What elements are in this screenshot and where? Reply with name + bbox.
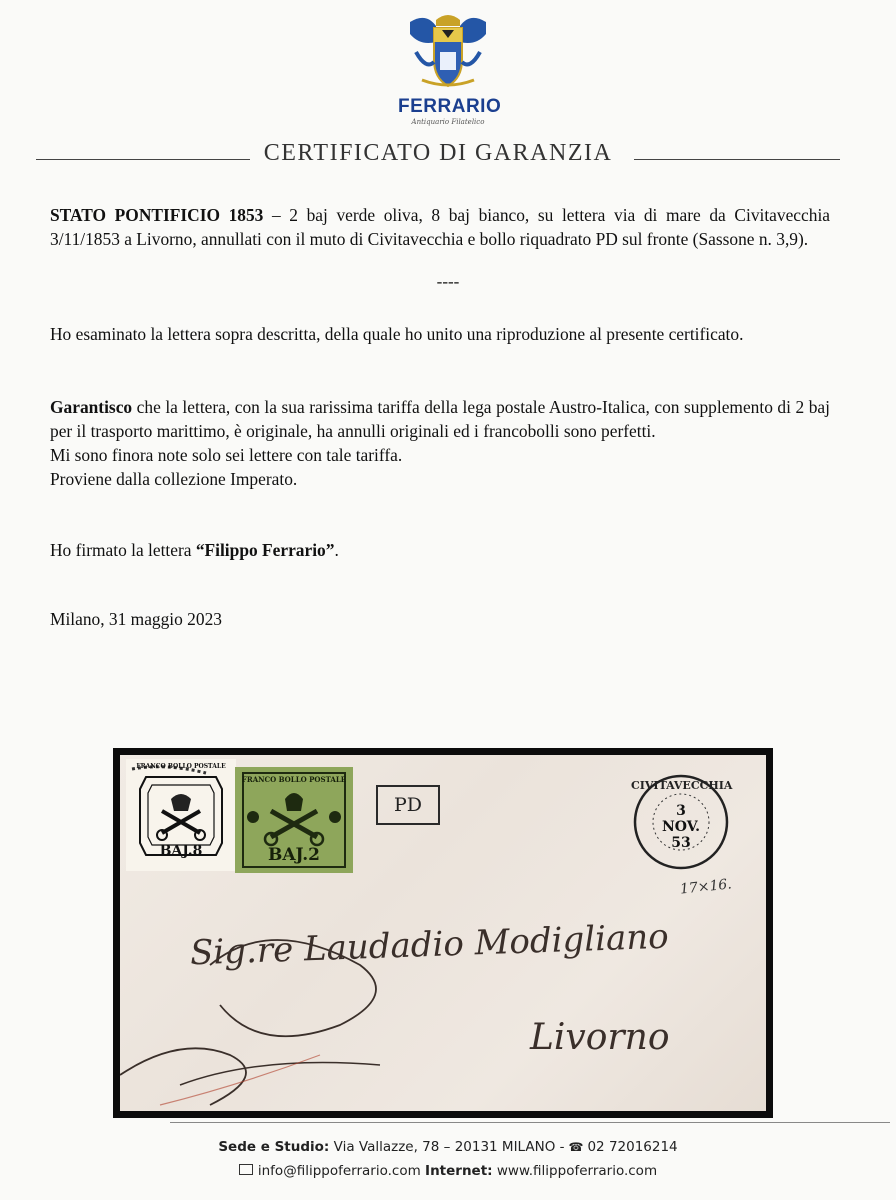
separator: ---- xyxy=(436,272,460,291)
brand-name: FERRARIO xyxy=(398,96,502,117)
pencil-dimension-note: 17×16. xyxy=(679,876,733,898)
brand-tagline: Antiquario Filatelico xyxy=(411,118,485,126)
pd-boxed-mark: PD xyxy=(376,785,440,825)
postmark-month: NOV. xyxy=(661,819,701,835)
description-bold: STATO PONTIFICIO 1853 xyxy=(50,205,264,225)
guarantee-text: che la lettera, con la sua rarissima tariffa della lega postale Austro-Italica, con supplemento di 2 baj per il trasporto marittimo, è originale, ha annulli originali ed i francobolli sono perfetti. xyxy=(50,397,830,441)
stamp-8-value: BAJ.8 xyxy=(159,843,203,859)
guarantee-bold: Garantisco xyxy=(50,397,133,417)
signed-prefix: Ho firmato la lettera xyxy=(50,540,196,560)
crest-icon xyxy=(406,12,490,92)
handwriting-flourish-icon xyxy=(120,755,766,1111)
address-line-2: Livorno xyxy=(530,1017,670,1058)
phone-fax-icon: ☎ xyxy=(568,1140,584,1154)
footer-rule xyxy=(170,1122,890,1123)
footer-sede-label: Sede e Studio: xyxy=(218,1139,330,1155)
ferrario-logo xyxy=(398,10,502,128)
footer-address xyxy=(0,1139,896,1155)
envelope-icon xyxy=(239,1164,253,1175)
footer-internet-label: Internet: xyxy=(425,1163,493,1179)
stamp-2-value: BAJ.2 xyxy=(267,845,321,865)
guarantee-block xyxy=(50,395,830,491)
stamp-2-top-text: FRANCO BOLLO POSTALE xyxy=(241,775,347,784)
signed-name: “Filippo Ferrario” xyxy=(195,540,335,560)
footer-email[interactable]: info@filippoferrario.com xyxy=(257,1163,421,1179)
description-paragraph xyxy=(50,203,830,251)
note-line-1: Mi sono finora note solo sei lettere con tale tariffa. xyxy=(50,445,403,465)
signature-paragraph xyxy=(50,538,830,562)
signed-suffix: . xyxy=(334,540,339,560)
heading-rule-right xyxy=(634,159,840,160)
examined-paragraph: Ho esaminato la lettera sopra descritta, della quale ho unito una riproduzione al presente certificato. xyxy=(50,324,744,344)
postmark-day: 3 xyxy=(676,803,686,819)
footer-contacts xyxy=(0,1163,896,1179)
certificate-heading xyxy=(36,140,840,170)
address-line-1: Sig.re Laudadio Modigliano xyxy=(189,916,670,974)
page-title: CERTIFICATO DI GARANZIA xyxy=(263,140,613,166)
footer-phone: 02 72016214 xyxy=(587,1139,678,1155)
postmark-city: CIVITAVECCHIA xyxy=(631,779,733,792)
stamp-8-top-text: FRANCO BOLLO POSTALE xyxy=(136,763,226,770)
footer-website[interactable]: www.filippoferrario.com xyxy=(496,1163,658,1179)
postmark-year: 53 xyxy=(671,835,691,851)
letter-photo-frame xyxy=(113,748,773,1118)
note-line-2: Proviene dalla collezione Imperato. xyxy=(50,469,298,489)
description-text: – 2 baj verde oliva, 8 baj bianco, su lettera via di mare da Civitavecchia 3/11/1853 a Livorno, annullati con il muto di Civitavecchia e bollo riquadrato PD sul fronte (Sassone n. 3,9). xyxy=(50,205,830,249)
guarantee-paragraph xyxy=(50,395,830,443)
letter-cover xyxy=(120,755,766,1111)
footer-address-text: Via Vallazze, 78 – 20131 MILANO - xyxy=(329,1139,565,1155)
place-date: Milano, 31 maggio 2023 xyxy=(50,609,222,629)
